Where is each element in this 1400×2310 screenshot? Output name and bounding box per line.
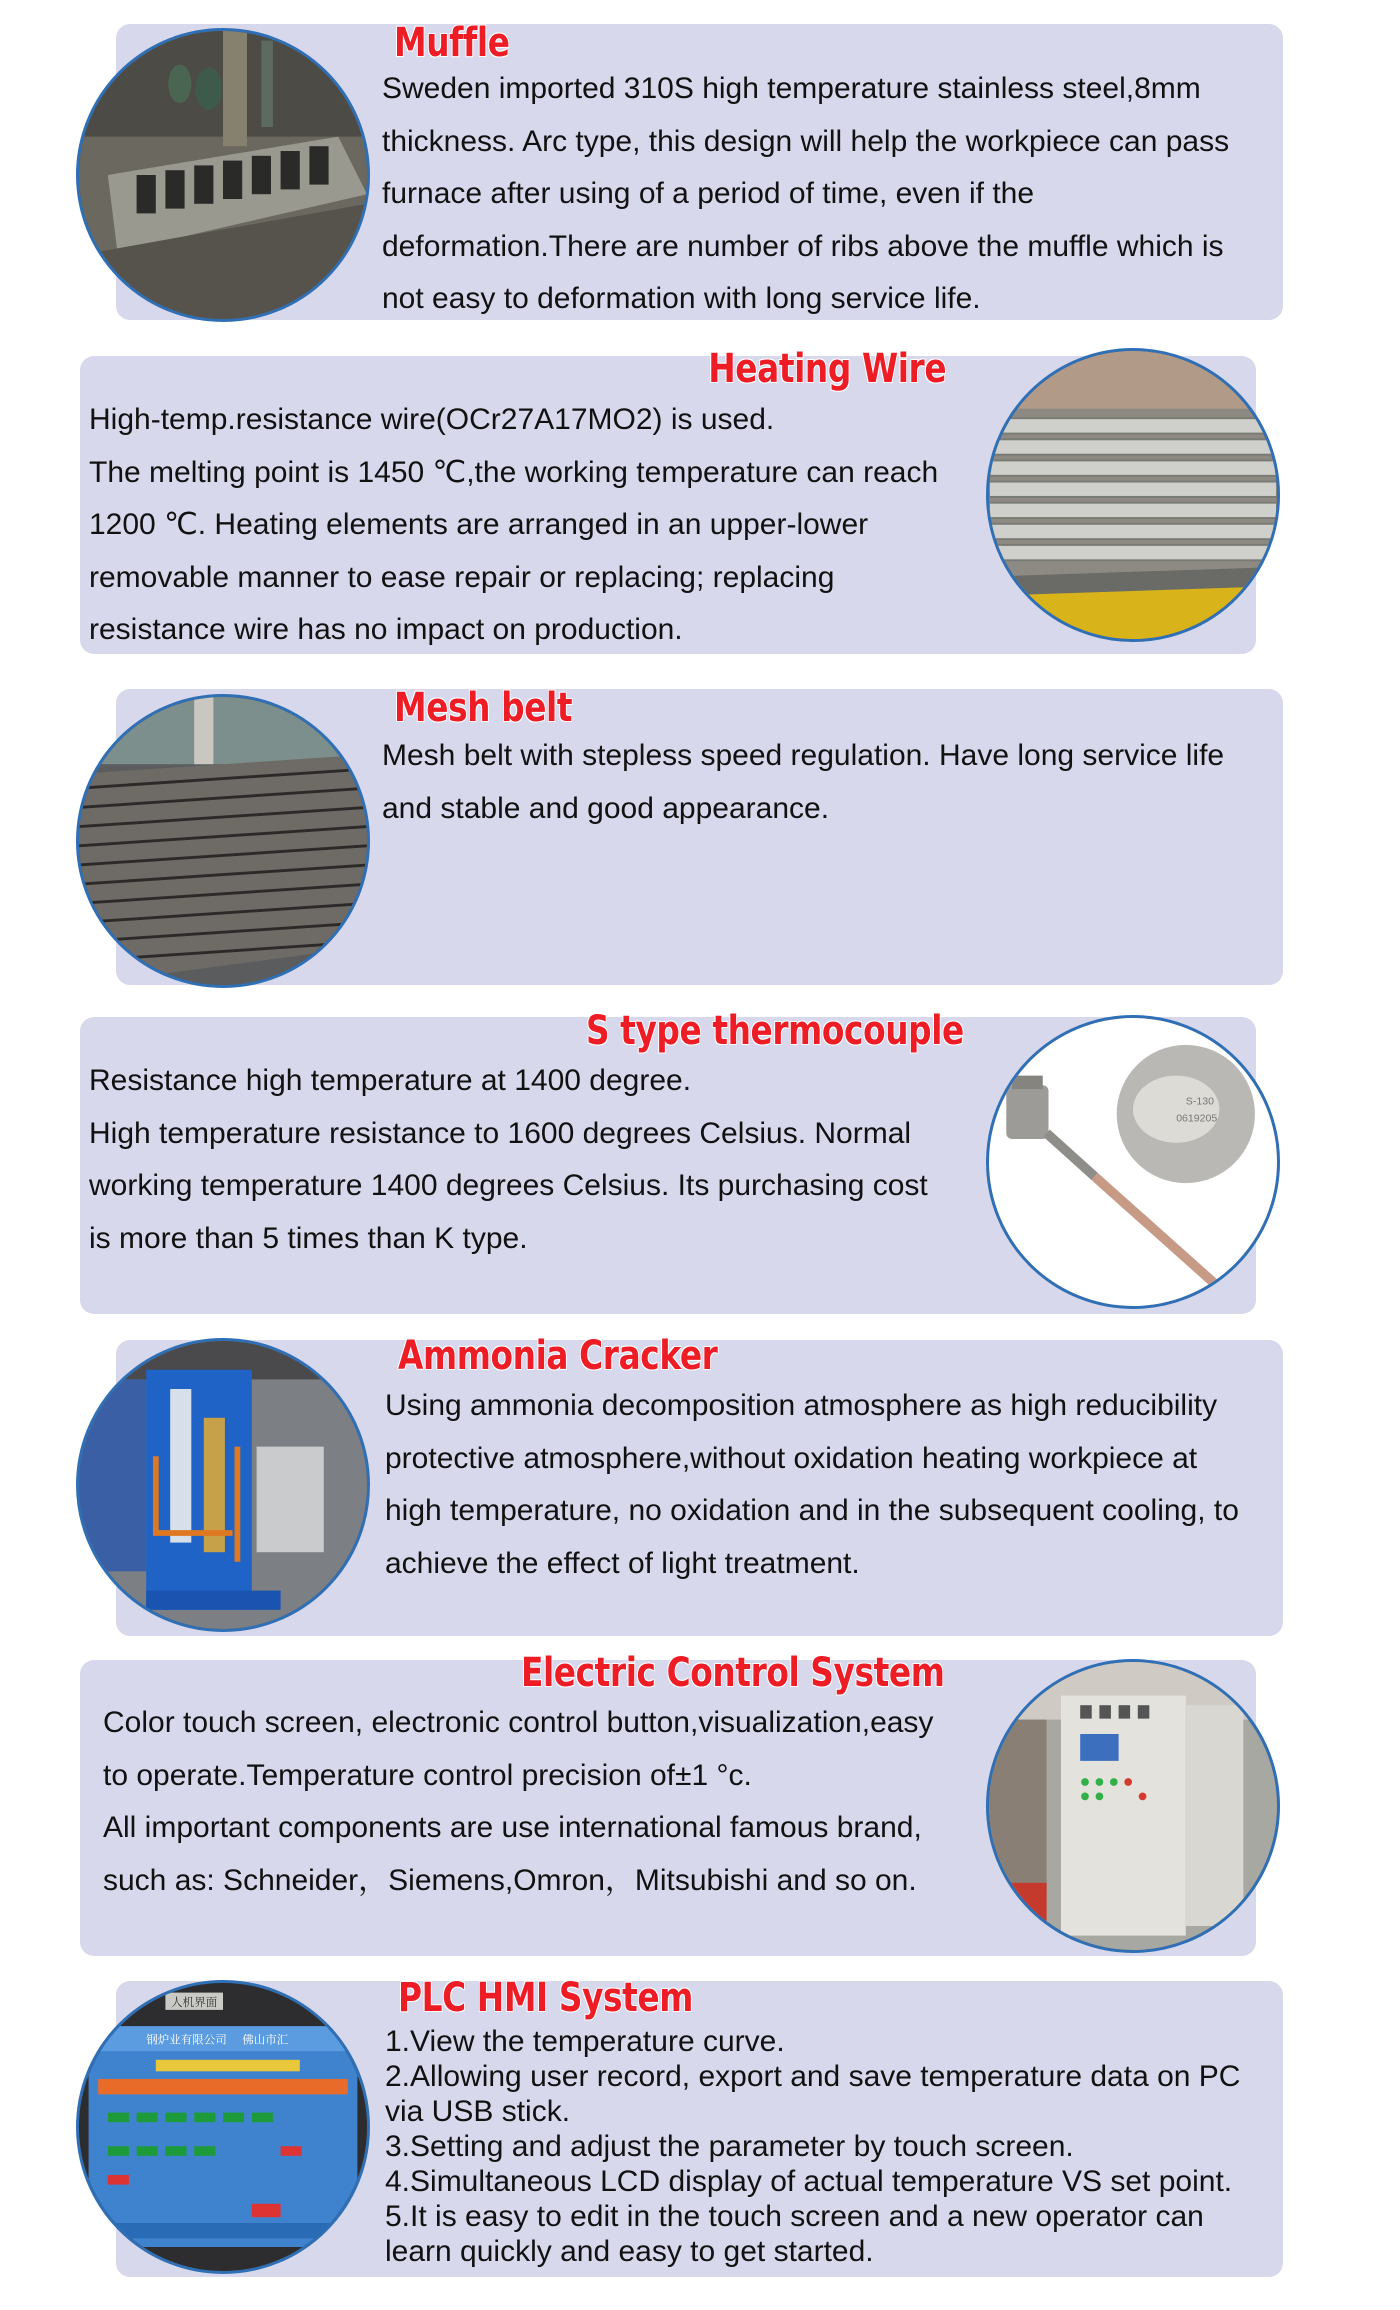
- section-text-plc: [385, 2024, 1240, 2269]
- text-line: 4.Simultaneous LCD display of actual temperature VS set point.: [385, 2165, 1233, 2198]
- thermocouple-mark-2: 0619205: [1176, 1112, 1218, 1125]
- text-line: learn quickly and easy to get started.: [385, 2235, 874, 2268]
- text-line: deformation.There are number of ribs above the muffle which is: [382, 229, 1224, 263]
- section-title-heating-wire: Heating Wire: [708, 346, 946, 392]
- text-line: 1200 ℃. Heating elements are arranged in an upper-lower: [89, 508, 869, 541]
- text-line: not easy to deformation with long service life.: [382, 282, 981, 315]
- text-line: protective atmosphere,without oxidation heating workpiece at: [385, 1441, 1198, 1475]
- thermocouple-mark-1: S-130: [1185, 1095, 1214, 1108]
- section-title-mesh-belt: Mesh belt: [394, 685, 573, 731]
- section-text-mesh-belt: [382, 730, 1224, 835]
- hmi-header-mid: 佛山市汇: [242, 2032, 289, 2047]
- text-line: 2.Allowing user record, export and save temperature data on PC: [385, 2060, 1241, 2093]
- text-line: The melting point is 1450 ℃,the working temperature can reach: [89, 455, 939, 489]
- section-title-electric: Electric Control System: [520, 1650, 944, 1696]
- section-title-ammonia: Ammonia Cracker: [398, 1333, 718, 1379]
- section-title-muffle: Muffle: [394, 20, 510, 66]
- muffle-photo: [76, 28, 370, 322]
- section-text-thermocouple: [89, 1055, 928, 1265]
- text-line: furnace after using of a period of time, even if the: [382, 177, 1035, 210]
- hmi-label: 人机界面: [171, 1995, 218, 2010]
- text-line: Color touch screen, electronic control button,visualization,easy: [103, 1706, 934, 1739]
- section-text-muffle: [382, 63, 1229, 326]
- text-line: resistance wire has no impact on production.: [89, 613, 683, 646]
- text-line: Using ammonia decomposition atmosphere as high reducibility: [385, 1389, 1218, 1422]
- section-text-heating-wire: [89, 394, 938, 657]
- hmi-screen-photo: [76, 1980, 370, 2274]
- text-line: removable manner to ease repair or replacing; replacing: [89, 560, 835, 594]
- text-line: via USB stick.: [385, 2095, 571, 2128]
- text-line: High-temp.resistance wire(OCr27A17MO2) is used.: [89, 403, 775, 436]
- text-line: achieve the effect of light treatment.: [385, 1546, 860, 1580]
- text-line: Resistance high temperature at 1400 degree.: [89, 1064, 692, 1097]
- text-line: Mesh belt with stepless speed regulation. Have long service life: [382, 739, 1225, 772]
- text-line: High temperature resistance to 1600 degrees Celsius. Normal: [89, 1116, 912, 1150]
- hmi-header-left: 钢炉业有限公司: [146, 2032, 227, 2047]
- text-line: 5.It is easy to edit in the touch screen and a new operator can: [385, 2200, 1204, 2233]
- text-line: high temperature, no oxidation and in the subsequent cooling, to: [385, 1494, 1239, 1527]
- text-line: such as: Schneider，Siemens,Omron，Mitsubishi and so on.: [103, 1863, 917, 1897]
- text-line: 3.Setting and adjust the parameter by touch screen.: [385, 2130, 1074, 2163]
- text-line: thickness. Arc type, this design will help the workpiece can pass: [382, 124, 1230, 158]
- control-cabinet-photo: [986, 1659, 1280, 1953]
- text-line: is more than 5 times than K type.: [89, 1221, 528, 1255]
- heating-wire-photo: [986, 348, 1280, 642]
- mesh-belt-photo: [76, 694, 370, 988]
- text-line: 1.View the temperature curve.: [385, 2025, 785, 2058]
- text-line: working temperature 1400 degrees Celsius. Its purchasing cost: [89, 1169, 928, 1202]
- text-line: to operate.Temperature control precision of±1 °c.: [103, 1758, 752, 1792]
- text-line: and stable and good appearance.: [382, 791, 830, 825]
- section-text-ammonia: [385, 1380, 1239, 1590]
- text-line: Sweden imported 310S high temperature stainless steel,8mm: [382, 72, 1201, 105]
- thermocouple-photo: [986, 1015, 1280, 1309]
- section-title-plc: PLC HMI System: [398, 1975, 694, 2021]
- section-title-thermocouple: S type thermocouple: [586, 1008, 964, 1054]
- text-line: All important components are use international famous brand,: [103, 1811, 922, 1844]
- ammonia-cracker-photo: [76, 1338, 370, 1632]
- section-text-electric: [103, 1697, 933, 1907]
